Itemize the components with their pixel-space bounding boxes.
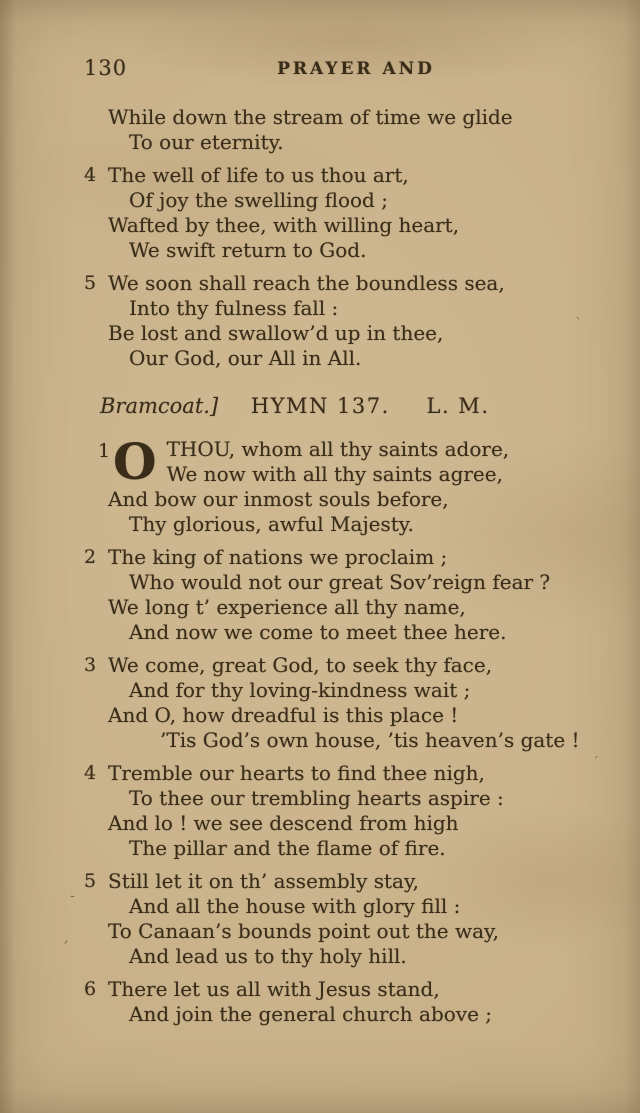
scan-artifact: ` bbox=[575, 316, 582, 332]
stanza-2 bbox=[84, 545, 600, 645]
verse-number: 5 bbox=[84, 870, 97, 892]
stanza-5 bbox=[84, 271, 600, 371]
page-header bbox=[84, 56, 600, 81]
verse-number: 4 bbox=[84, 164, 97, 186]
verse-line: Be lost and swallow’d up in thee, bbox=[108, 321, 444, 345]
verse-line: We soon shall reach the boundless sea, bbox=[108, 271, 505, 295]
verse-line: And join the general church above ; bbox=[129, 1002, 493, 1026]
page-number: 130 bbox=[84, 56, 128, 80]
verse-line: And lead us to thy holy hill. bbox=[129, 944, 407, 968]
verse-line: The well of life to us thou art, bbox=[108, 163, 409, 187]
verse-line: And bow our inmost souls before, bbox=[108, 487, 449, 511]
dropcap-letter: O bbox=[113, 432, 157, 491]
verse-line: The pillar and the flame of fire. bbox=[129, 836, 446, 860]
verse-number: 6 bbox=[84, 978, 97, 1000]
running-header: PRAYER AND bbox=[277, 59, 435, 79]
verse-line: And now we come to meet thee here. bbox=[129, 620, 507, 644]
verse-line: And all the house with glory fill : bbox=[129, 894, 461, 918]
verse-line: We come, great God, to seek thy face, bbox=[108, 653, 493, 677]
verse-line: Who would not our great Sov’reign fear ? bbox=[129, 570, 551, 594]
verse-line: Our God, our All in All. bbox=[129, 346, 362, 370]
verse-line: Wafted by thee, with willing heart, bbox=[108, 213, 460, 237]
verse-line: The king of nations we proclaim ; bbox=[108, 545, 448, 569]
stanza-5b bbox=[84, 869, 600, 969]
verse-line: There let us all with Jesus stand, bbox=[108, 977, 440, 1001]
dropcap-row bbox=[108, 432, 600, 491]
verse-line: We now with all thy saints agree, bbox=[166, 462, 503, 486]
stanza-1-dropcap bbox=[84, 432, 600, 537]
verse-line: Thy glorious, awful Majesty. bbox=[129, 512, 414, 536]
verse-line: And O, how dreadful is this place ! bbox=[108, 703, 459, 727]
verse-line: And for thy loving-kindness wait ; bbox=[129, 678, 471, 702]
verse-line: ’Tis God’s own house, ’tis heaven’s gate ! bbox=[160, 728, 580, 752]
verse-line: To Canaan’s bounds point out the way, bbox=[108, 919, 500, 943]
verse-line: Tremble our hearts to find thee nigh, bbox=[108, 761, 485, 785]
stanza-3 bbox=[84, 653, 600, 753]
verse-line: Into thy fulness fall : bbox=[129, 296, 339, 320]
hymn-number: HYMN 137. bbox=[250, 394, 390, 418]
verse-line: We swift return to God. bbox=[129, 238, 367, 262]
verse-line: To thee our trembling hearts aspire : bbox=[129, 786, 504, 810]
verse-number: 2 bbox=[84, 546, 97, 568]
stanza-6 bbox=[84, 977, 600, 1027]
verse-line: To our eternity. bbox=[129, 130, 284, 154]
tune-name: Bramcoat.] bbox=[100, 394, 219, 418]
verse-line: Of joy the swelling flood ; bbox=[129, 188, 388, 212]
dropcap-lines bbox=[167, 437, 510, 487]
scan-artifact: - bbox=[70, 888, 75, 904]
verse-number: 5 bbox=[84, 272, 97, 294]
verse-number: 3 bbox=[84, 654, 97, 676]
stanza-continuation bbox=[84, 105, 600, 155]
verse-number: 4 bbox=[84, 762, 97, 784]
verse-line: And lo ! we see descend from high bbox=[108, 811, 459, 835]
verse-line: Still let it on th’ assembly stay, bbox=[108, 869, 419, 893]
verse-number: 1 bbox=[98, 440, 111, 462]
verse-line: We long t’ experience all thy name, bbox=[108, 595, 466, 619]
verse-line: While down the stream of time we glide bbox=[108, 105, 513, 129]
stanza-4 bbox=[84, 163, 600, 263]
scan-artifact: ´ bbox=[592, 755, 599, 771]
verse-line: THOU, whom all thy saints adore, bbox=[166, 437, 510, 461]
hymn-heading bbox=[100, 393, 600, 419]
stanza-4b bbox=[84, 761, 600, 861]
hymn-meter: L. M. bbox=[426, 394, 490, 418]
scan-artifact: , bbox=[64, 930, 69, 946]
